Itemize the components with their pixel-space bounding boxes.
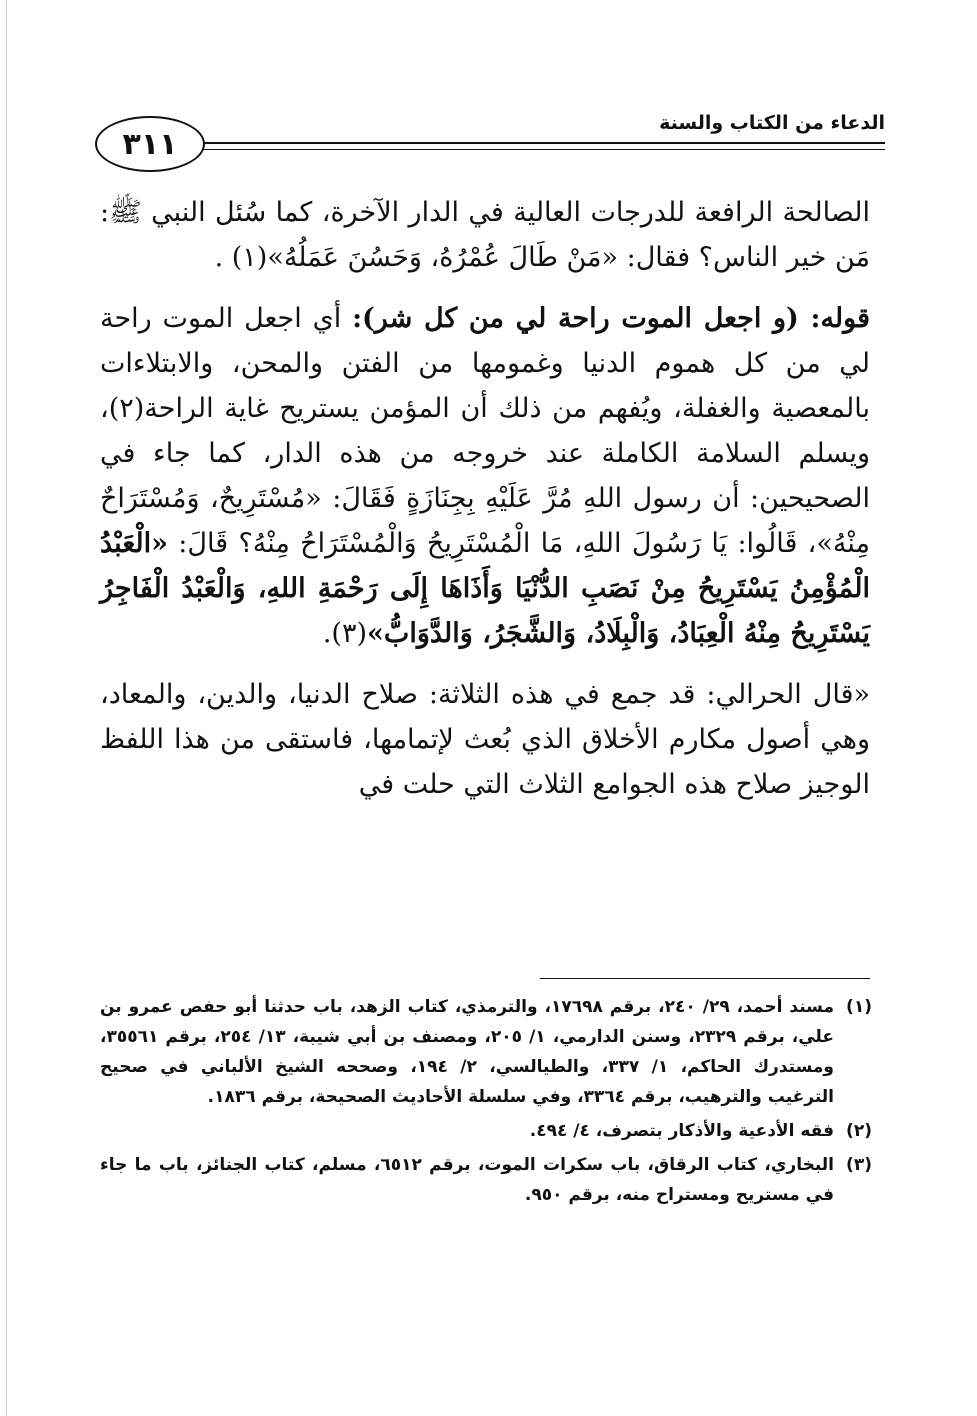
footnote-text: فقه الأدعية والأذكار بتصرف، ٤/ ٤٩٤. [529,1121,834,1141]
paragraph-2-hadith: «الْعَبْدُ الْمُؤْمِنُ يَسْتَرِيحُ مِنْ نَصَبِ الدُّنْيَا وَأَذَاهَا إِلَى رَحْمَةِ اللهِ، وَالْعَبْدُ الْفَاجِرُ يَسْتَرِيحُ مِنْهُ الْعِبَادُ، وَالْبِلَادُ، وَالشَّجَرُ، وَالدَّوَابُّ» [100,528,870,649]
header-rule-thick [203,142,885,144]
paragraph-2-end: (٣). [322,618,368,649]
header-rule-thin [203,149,885,150]
footnote-number: (٣) [846,1155,872,1175]
paragraph-2-text: أي اجعل الموت راحة لي من كل هموم الدنيا وغمومها من الفتن والمحن، والابتلاءات بالمعصية والغفلة، ويُفهم من ذلك أن المؤمن يستريح غاية الراحة(٢)، ويسلم السلامة الكاملة عند خروجه من هذه الدار، كما جاء في الصحيحين: أن رسول اللهِ مُرَّ عَلَيْهِ بِجِنَازَةٍ فَقَالَ: «مُسْتَرِيحٌ، وَمُسْتَرَاحٌ مِنْهُ»، قَالُوا: يَا رَسُولَ اللهِ، مَا الْمُسْتَرِيحُ وَالْمُسْتَرَاحُ مِنْهُ؟ قَالَ: [100,303,871,559]
running-title: الدعاء من الكتاب والسنة [659,112,885,134]
footnote-2 [100,1116,872,1146]
scan-edge-line [6,0,7,1416]
main-text [100,190,870,823]
footnote-3 [100,1150,872,1210]
footnotes [100,992,872,1214]
page-header [95,112,885,174]
footnote-text: البخاري، كتاب الرقاق، باب سكرات الموت، برقم ٦٥١٢، مسلم، كتاب الجنائز، باب ما جاء في مستريح ومستراح منه، برقم ٩٥٠. [100,1155,834,1205]
footnote-number: (٢) [846,1121,872,1141]
footnote-1 [100,992,872,1112]
page-number: ٣١١ [95,116,205,172]
paragraph-3: «قال الحرالي: قد جمع في هذه الثلاثة: صلاح الدنيا، والدين، والمعاد، وهي أصول مكارم الأخلاق الذي بُعث لإتمامها، فاستقى من هذا اللفظ الوجيز صلاح هذه الجوامع الثلاث التي حلت في [100,679,870,800]
paragraph-2 [100,296,870,656]
paragraph-1: الصالحة الرافعة للدرجات العالية في الدار الآخرة، كما سُئل النبي ﷺ: مَن خير الناس؟ فقال: «مَنْ طَالَ عُمْرُهُ، وَحَسُنَ عَمَلُهُ»(١) . [100,197,870,273]
footnote-number: (١) [846,997,872,1017]
paragraph-2-lead: قوله: (و اجعل الموت راحة لي من كل شر): [352,303,870,334]
footnote-text: مسند أحمد، ٢٩/ ٢٤٠، برقم ١٧٦٩٨، والترمذي، كتاب الزهد، باب حدثنا أبو حفص عمرو بن علي، برقم ٢٣٢٩، وسنن الدارمي، ١/ ٢٠٥، ومصنف بن أبي شيبة، ١٣/ ٢٥٤، برقم ٣٥٥٦١، ومستدرك الحاكم، ١/ ٣٣٧، والطيالسي، ٢/ ١٩٤، وصححه الشيخ الألباني في صحيح الترغيب والترهيب، برقم ٣٣٦٤، وفي سلسلة الأحاديث الصحيحة، برقم ١٨٣٦. [100,997,834,1107]
footnote-separator [540,978,870,979]
